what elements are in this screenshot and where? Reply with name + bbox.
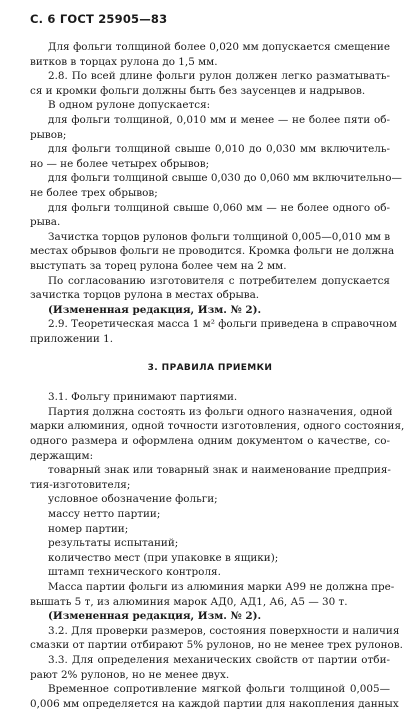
section-heading: 3. ПРАВИЛА ПРИЕМКИ: [147, 363, 273, 374]
text-line: для фольги толщиной, 0,010 мм и менее — не более пяти об-: [48, 113, 390, 126]
text-line: выступать за торец рулона более чем на 2 мм.: [30, 259, 287, 272]
text-line: 2.8. По всей длине фольги рулон должен легко разматывать-: [48, 70, 390, 83]
text-line: витков в торцах рулона до 1,5 мм.: [30, 55, 218, 68]
text-line: тия-изготовителя;: [30, 478, 131, 491]
text-line: вышать 5 т, из алюминия марок АД0, АД1, А6, А5 — 30 т.: [30, 595, 348, 608]
text-line: местах обрывов фольги не проводится. Кромка фольги не должна: [30, 245, 395, 258]
text-line: 3.1. Фольгу принимают партиями.: [48, 391, 238, 404]
amendment-note: (Измененная редакция, Изм. № 2).: [48, 303, 262, 316]
page-header: С. 6 ГОСТ 25905—83: [30, 12, 168, 26]
text-line: но — не более четырех обрывов;: [30, 157, 210, 170]
text-line: рают 2% рулонов, но не менее двух.: [30, 668, 230, 681]
text-line: зачистка торцов рулона в местах обрыва.: [30, 289, 260, 302]
text-line: номер партии;: [48, 522, 129, 535]
text-line: 0,006 мм определяется на каждой партии для накопления данных: [30, 697, 399, 710]
text-line: товарный знак или товарный знак и наименование предприя-: [48, 464, 391, 477]
text-line: 3.2. Для проверки размеров, состояния поверхности и наличия: [48, 624, 400, 637]
text-line: для фольги толщиной свыше 0,010 до 0,030 мм включитель-: [48, 143, 390, 156]
text-line: для фольги толщиной свыше 0,030 до 0,060 мм включительно—: [48, 172, 402, 185]
text-line: количество мест (при упаковке в ящики);: [48, 551, 279, 564]
text-line: 3.3. Для определения механических свойств от партии отби-: [48, 653, 390, 666]
text-line: ся и кромки фольги должны быть без заусенцев и надрывов.: [30, 84, 366, 97]
text-line: В одном рулоне допускается:: [48, 99, 211, 112]
text-line: условное обозначение фольги;: [48, 493, 218, 506]
text-line: штамп технического контроля.: [48, 566, 221, 579]
text-line: По согласованию изготовителя с потребителем допускается: [48, 274, 390, 287]
amendment-note: (Измененная редакция, Изм. № 2).: [48, 610, 262, 623]
text-line: Зачистка торцов рулонов фольги толщиной 0,005—0,010 мм в: [48, 230, 391, 243]
spacer: [30, 346, 390, 361]
text-line: приложении 1.: [30, 332, 114, 345]
text-line: результаты испытаний;: [48, 537, 179, 550]
text-line: рывов;: [30, 128, 67, 141]
spacer: [30, 376, 390, 391]
text-line: для фольги толщиной свыше 0,060 мм — не более одного об-: [48, 201, 390, 214]
text-line: 2.9. Теоретическая масса 1 м² фольги приведена в справочном: [48, 318, 397, 331]
text-line: рыва.: [30, 216, 61, 229]
text-line: Временное сопротивление мягкой фольги толщиной 0,005—: [48, 683, 390, 696]
text-line: Масса партии фольги из алюминия марки А99 не должна пре-: [48, 580, 395, 593]
document-body: [30, 40, 405, 711]
text-line: смазки от партии отбирают 5% рулонов, но не менее трех рулонов.: [30, 639, 403, 652]
text-line: Партия должна состоять из фольги одного назначения, одной: [48, 405, 393, 418]
text-line: марки алюминия, одной точности изготовления, одного состояния,: [30, 420, 405, 433]
text-line: одного размера и оформлена одним документом о качестве, со-: [30, 435, 390, 448]
text-line: держащим:: [30, 449, 94, 462]
text-line: массу нетто партии;: [48, 508, 161, 520]
text-line: не более трех обрывов;: [30, 186, 158, 199]
text-line: Для фольги толщиной более 0,020 мм допускается смещение: [48, 41, 390, 53]
